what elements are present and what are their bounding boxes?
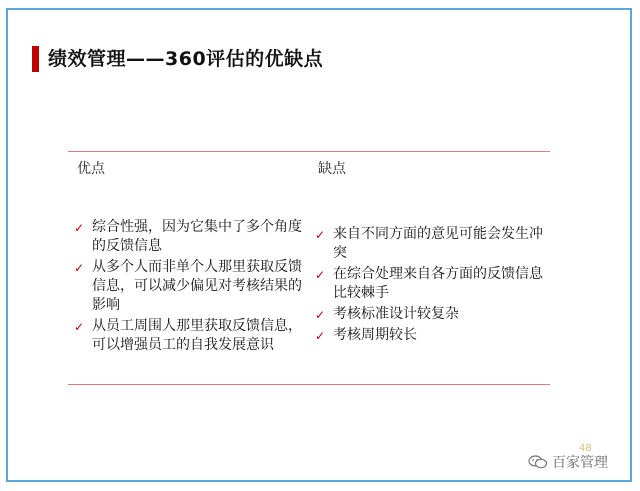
pro-text: 从员工周围人那里获取反馈信息，可以增强员工的自我发展意识 (92, 318, 302, 353)
check-icon: ✓ (315, 329, 326, 343)
cons-list (313, 225, 553, 347)
pro-text: 从多个人而非单个人那里获取反馈信息，可以减少偏见对考核结果的影响 (92, 259, 302, 313)
check-icon: ✓ (315, 268, 326, 282)
list-item (72, 258, 312, 315)
list-item (313, 225, 553, 263)
table-bottom-rule (68, 384, 550, 385)
list-item (313, 265, 553, 303)
check-icon: ✓ (74, 221, 85, 235)
pros-list (72, 218, 312, 357)
pros-header: 优点 (77, 161, 105, 177)
list-item (313, 326, 553, 345)
list-item (72, 317, 312, 355)
watermark (528, 452, 608, 472)
con-text: 考核周期较长 (333, 327, 417, 343)
check-icon: ✓ (315, 308, 326, 322)
page-number: 48 (579, 443, 592, 454)
con-text: 在综合处理来自各方面的反馈信息比较棘手 (333, 266, 543, 301)
pro-text: 综合性强，因为它集中了多个角度的反馈信息 (92, 219, 302, 254)
con-text: 来自不同方面的意见可能会发生冲突 (333, 226, 543, 261)
con-text: 考核标准设计较复杂 (333, 306, 459, 322)
check-icon: ✓ (74, 261, 85, 275)
check-icon: ✓ (74, 320, 85, 334)
check-icon: ✓ (315, 228, 326, 242)
title-accent-bar (32, 46, 39, 72)
table-top-rule (68, 151, 550, 152)
watermark-text: 百家管理 (552, 455, 608, 471)
list-item (72, 218, 312, 256)
cons-header: 缺点 (318, 161, 346, 177)
slide-title: 绩效管理——360评估的优缺点 (48, 48, 324, 70)
wechat-icon (528, 455, 548, 469)
list-item (313, 305, 553, 324)
